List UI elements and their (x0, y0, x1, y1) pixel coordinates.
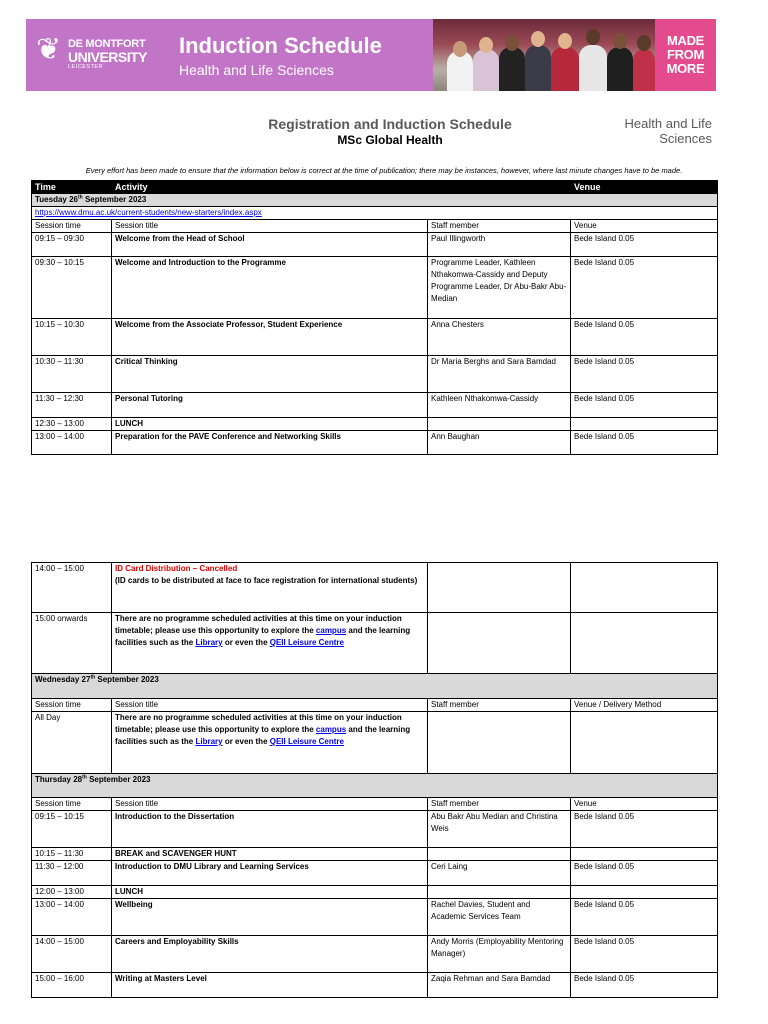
column-header-row: Session time Session title Staff member Venue (32, 220, 718, 233)
table-row: 12:30 – 13:00 LUNCH (32, 418, 718, 431)
programme-name: MSc Global Health (337, 133, 443, 147)
made-from-more-logo: MADE FROM MORE (655, 19, 716, 91)
qeii-leisure-centre-link[interactable]: QEII Leisure Centre (269, 737, 344, 746)
students-photo (433, 19, 655, 91)
schedule-table-continued (31, 562, 718, 998)
header-banner (26, 19, 716, 91)
link-row (32, 207, 718, 220)
cancelled-session-title: ID Card Distribution – Cancelled (115, 564, 238, 573)
table-row: 09:15 – 10:15 Introduction to the Dissertation Abu Bakr Abu Median and Christina Weis Bede Island 0.05 (32, 811, 718, 848)
table-row: 15:00 onwards There are no programme scheduled activities at this time on your induction timetable; please use this opportunity to explore the campus and the learning facilities such as the Library or even the QEII Leisure Centre (32, 613, 718, 674)
table-row: 09:15 – 09:30 Welcome from the Head of School Paul Illingworth Bede Island 0.05 (32, 233, 718, 257)
table-row: 10:15 – 10:30 Welcome from the Associate Professor, Student Experience Anna Chesters Bede Island 0.05 (32, 319, 718, 356)
faculty-name: Health and Life Sciences (624, 116, 712, 146)
day-row-tuesday: Tuesday 26th September 2023 (32, 194, 718, 207)
disclaimer-note: Every effort has been made to ensure that the information below is correct at the time of publication; there may be instances, however, where last minute changes have to be made. (85, 166, 683, 175)
campus-link[interactable]: campus (315, 725, 347, 734)
table-row: 14:00 – 15:00 Careers and Employability Skills Andy Morris (Employability Mentoring Manager) Bede Island 0.05 (32, 936, 718, 973)
schedule-table-tuesday (31, 180, 718, 455)
table-row: 13:00 – 14:00 Wellbeing Rachel Davies, Student and Academic Services Team Bede Island 0.05 (32, 899, 718, 936)
library-link[interactable]: Library (195, 737, 223, 746)
table-row: 10:15 – 11:30 BREAK and SCAVENGER HUNT (32, 848, 718, 861)
dmu-logo: ❦ DE MONTFORT UNIVERSITY LEICESTER (36, 33, 148, 70)
table-row: 11:30 – 12:30 Personal Tutoring Kathleen Nthakomwa-Cassidy Bede Island 0.05 (32, 393, 718, 418)
table-row: 09:30 – 10:15 Welcome and Introduction to the Programme Programme Leader, Kathleen Nthakomwa-Cassidy and Deputy Programme Leader, Dr Abu-Bakr Abu-Median Bede Island 0.05 (32, 257, 718, 319)
table-row: 10:30 – 11:30 Critical Thinking Dr Maria Berghs and Sara Bamdad Bede Island 0.05 (32, 356, 718, 393)
banner-subtitle: Health and Life Sciences (179, 62, 334, 78)
document-title: Registration and Induction Schedule (268, 116, 512, 132)
crest-icon: ❦ (36, 33, 62, 66)
table-row: 14:00 – 15:00 ID Card Distribution – Cancelled (ID cards to be distributed at face to face registration for international students) (32, 563, 718, 613)
table-row: 13:00 – 14:00 Preparation for the PAVE Conference and Networking Skills Ann Baughan Bede Island 0.05 (32, 431, 718, 455)
table-header-row: Time Activity Venue (32, 181, 718, 194)
day-row-thursday: Thursday 28th September 2023 (32, 774, 718, 798)
table-row: 15:00 – 16:00 Writing at Masters Level Zaqia Rehman and Sara Bamdad Bede Island 0.05 (32, 973, 718, 998)
table-row: 12:00 – 13:00 LUNCH (32, 886, 718, 899)
column-header-row: Session time Session title Staff member Venue / Delivery Method (32, 699, 718, 712)
column-header-row: Session time Session title Staff member Venue (32, 798, 718, 811)
table-row: All Day There are no programme scheduled activities at this time on your induction timetable; please use this opportunity to explore the campus and the learning facilities such as the Library or even the QEII Leisure Centre (32, 712, 718, 774)
day-row-wednesday: Wednesday 27th September 2023 (32, 674, 718, 699)
qeii-leisure-centre-link[interactable]: QEII Leisure Centre (269, 638, 344, 647)
table-row: 11:30 – 12:00 Introduction to DMU Library and Learning Services Ceri Laing Bede Island 0.05 (32, 861, 718, 886)
library-link[interactable]: Library (195, 638, 223, 647)
banner-title: Induction Schedule (179, 33, 382, 58)
new-starters-link[interactable]: https://www.dmu.ac.uk/current-students/new-starters/index.aspx (35, 208, 262, 217)
campus-link[interactable]: campus (315, 626, 347, 635)
